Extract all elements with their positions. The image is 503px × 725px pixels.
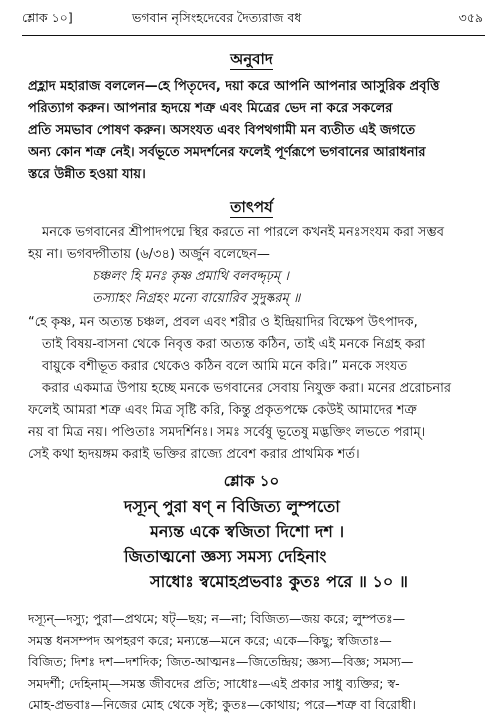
- purport-line: ফলেই আমরা শত্রু এবং মিত্র সৃষ্টি করি, কিন্তু প্রকৃতপক্ষে কেউই আমাদের শত্রু: [28, 403, 417, 418]
- page-number: ৩৫৯: [458, 10, 483, 25]
- purport-intro: [28, 222, 483, 266]
- verse-line: মন্যন্ত একে স্বজিতা দিশো দশ ।: [150, 522, 345, 541]
- translation-line: স্তরে উন্নীত হওয়া যায়।: [28, 167, 146, 182]
- header-verse-ref: শ্লোক ১০]: [22, 10, 73, 25]
- synonym-line: মোহ-প্রভবাঃ—নিজের মোহ থেকে সৃষ্ট; কুতঃ—কোথায়; পরে—শত্রু বা বিরোধী।: [28, 697, 416, 712]
- translation-heading-text: অনুবাদ: [230, 50, 273, 68]
- purport-line: “হে কৃষ্ণ, মন অত্যন্ত চঞ্চল, প্রবল এবং শরীর ও ইন্দ্রিয়াদির বিক্ষেপ উৎপাদক,: [28, 315, 418, 330]
- translation-line: অন্য কোন শত্রু নেই। সর্বভূতে সমদর্শনের ফলেই পূর্ণরূপে ভগবানের আরাধনার: [28, 145, 426, 160]
- translation-line: প্রতি সমভাব পোষণ করুন। অসংযত এবং বিপথগামী মন ব্যতীত এই জগতে: [28, 123, 416, 138]
- purport-heading: [0, 196, 503, 221]
- synonym-line: বিজিত; দিশঃ দশ—দশদিক; জিত-আত্মনঃ—জিতেন্দ্রিয়; জ্ঞস্য—বিজ্ঞ; সমস্য—: [28, 654, 414, 669]
- verse-heading-text: শ্লোক ১০: [223, 472, 280, 490]
- purport-line: মনকে ভগবানের শ্রীপাদপদ্মে স্থির করতে না পারলে কখনই মনঃসংযম করা সম্ভব: [42, 225, 444, 240]
- header-chapter-title: ভগবান নৃসিংহদেবের দৈত্যরাজ বধ: [132, 10, 302, 25]
- verse-heading: [0, 470, 503, 495]
- verse-line: সাধোঃ স্বমোহপ্রভবাঃ কুতঃ পরে ॥ ১০ ॥: [150, 572, 408, 591]
- purport-line: হয় না। ভগবদ্গীতায় (৬/৩৪) অর্জুন বলেছেন—: [28, 247, 270, 262]
- translation-heading: [0, 48, 503, 73]
- purport-line: সেই কথা হৃদয়ঙ্গম করাই ভক্তির রাজ্যে প্রবেশ করার প্রাথমিক শর্ত।: [28, 447, 360, 462]
- synonym-line: সমস্ত ধনসম্পদ অপহরণ করে; মন্যন্তে—মনে করে; একে—কিছু; স্বজিতাঃ—: [28, 632, 392, 648]
- purport-line: তাই বিষয়-বাসনা থেকে নিবৃত্ত করা অত্যন্ত কঠিন, তাই এই মনকে নিগ্রহ করা: [42, 337, 426, 352]
- purport-line: নয় বা মিত্র নয়। পণ্ডিতাঃ সমদর্শিনঃ। সমঃ সর্বেষু ভূতেষু মদ্ভক্তিং লভতে পরাম্।: [28, 425, 426, 440]
- verse-line: দস্যূন্ পুরা ষণ্ ন বিজিত্য লুম্পতো: [124, 497, 340, 516]
- gita-quote-line: চঞ্চলং হি মনঃ কৃষ্ণ প্রমাথি বলবদ্দৃঢ়ম্ ।: [92, 269, 289, 284]
- purport-heading-text: তাৎপর্য: [230, 198, 273, 216]
- running-header: [22, 10, 483, 34]
- translation-line: পরিত্যাগ করুন। আপনার হৃদয়ে শত্রু এবং মিত্রের ভেদ না করে সকলের: [28, 101, 393, 116]
- purport-line: করার একমাত্র উপায় হচ্ছে মনকে ভগবানের সেবায় নিযুক্ত করা। মনের প্ররোচনার: [42, 381, 452, 396]
- verse-text: [0, 494, 503, 594]
- translation-line: প্রহ্লাদ মহারাজ বললেন—হে পিতৃদেব, দয়া করে আপনি আপনার আসুরিক প্রবৃত্তি: [28, 79, 440, 94]
- verse-line: জিতাত্মনো জ্ঞস্য সমস্য দেহিনাং: [124, 547, 327, 566]
- gita-quote-line: তস্যাহং নিগ্রহং মন্যে বায়োরিব সুদুষ্করম্ ॥: [92, 291, 301, 306]
- synonym-line: সমদর্শী; দেহিনাম্—সমস্ত জীবদের প্রতি; সাধোঃ—এই প্রকার সাধু ব্যক্তির; স্ব-: [28, 675, 400, 691]
- purport-body: [28, 312, 483, 466]
- gita-quote: [92, 266, 483, 310]
- purport-line: বায়ুকে বশীভূত করার থেকেও কঠিন বলে আমি মনে করি।” মনকে সংযত: [42, 359, 408, 374]
- synonyms: [28, 608, 483, 716]
- translation-text: [28, 76, 483, 186]
- header-rule: [22, 35, 485, 36]
- synonym-line: দস্যূন্—দস্যু; পুরা—প্রথমে; ষট্—ছয়; ন—না; বিজিত্য—জয় করে; লুম্পতঃ—: [28, 611, 406, 626]
